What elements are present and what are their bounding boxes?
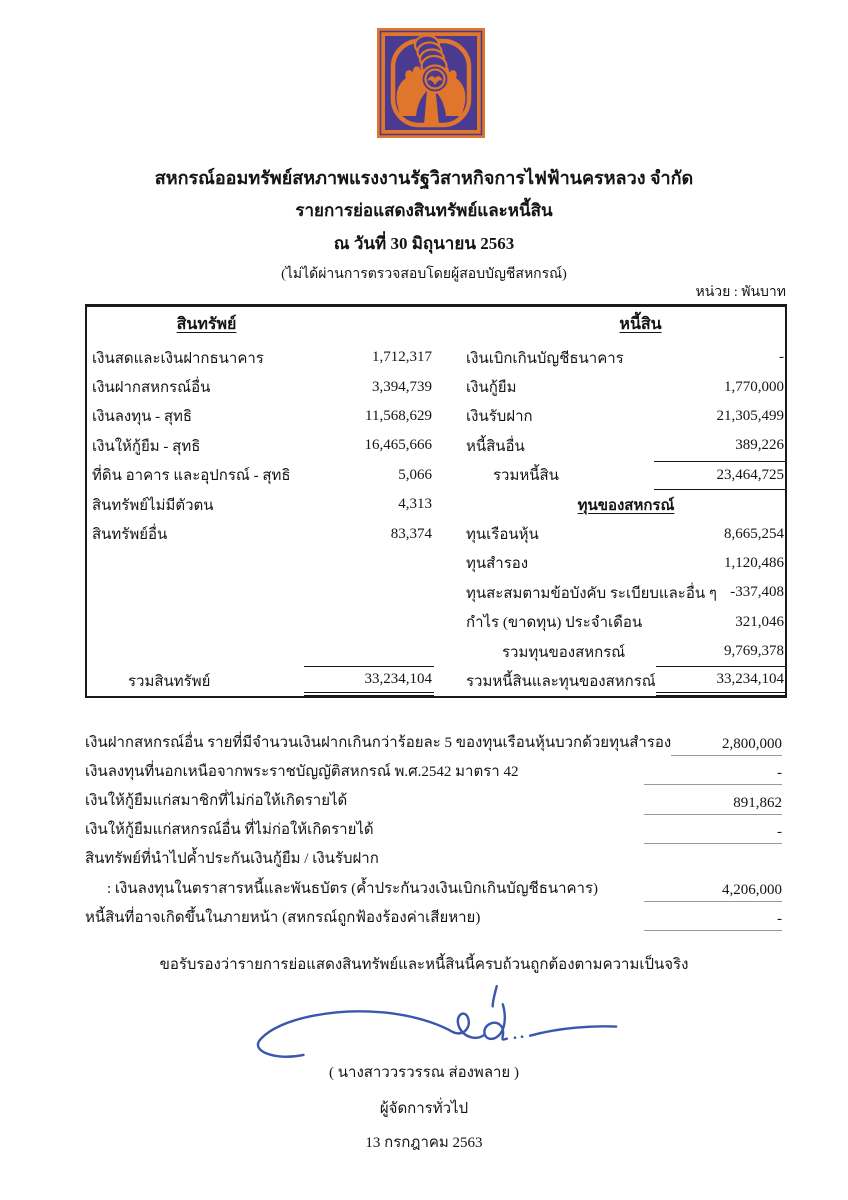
equity-total-row bbox=[466, 637, 786, 666]
table-header-row bbox=[87, 311, 785, 341]
report-date: ณ วันที่ 30 มิถุนายน 2563 bbox=[333, 234, 515, 253]
note-row bbox=[85, 756, 782, 785]
handwritten-signature-icon bbox=[238, 976, 628, 1062]
asset-row bbox=[92, 372, 434, 401]
signature bbox=[238, 976, 628, 1062]
equity-header-label: ทุนของสหกรณ์ bbox=[577, 497, 675, 514]
asset-row bbox=[92, 402, 434, 431]
liabilities-total-row bbox=[466, 461, 786, 490]
assets-total-value: 33,234,104 bbox=[304, 666, 434, 695]
asset-label: เงินให้กู้ยืม - สุทธิ bbox=[92, 438, 201, 455]
asset-label: เงินสดและเงินฝากธนาคาร bbox=[92, 350, 264, 367]
coop-logo bbox=[377, 28, 485, 138]
asset-value: 3,394,739 bbox=[372, 378, 432, 395]
liability-label: เงินกู้ยืม bbox=[466, 380, 517, 397]
liability-value: 389,226 bbox=[735, 437, 784, 454]
assets-column bbox=[92, 343, 434, 696]
equity-value: 321,046 bbox=[735, 613, 784, 630]
note-row bbox=[85, 873, 782, 902]
equity-value: 8,665,254 bbox=[724, 525, 784, 542]
equity-value: -337,408 bbox=[730, 584, 784, 601]
note-label: หนี้สินที่อาจเกิดขึ้นในภายหน้า (สหกรณ์ถูกฟ้องร้องค่าเสียหาย) bbox=[85, 909, 481, 926]
note-row bbox=[85, 727, 782, 756]
equity-row bbox=[466, 608, 786, 637]
liabilities-equity-total-label: รวมหนี้สินและทุนของสหกรณ์ bbox=[466, 673, 656, 690]
certification-statement: ขอรับรองว่ารายการย่อแสดงสินทรัพย์และหนี้สินนี้ครบถ้วนถูกต้องตามความเป็นจริง bbox=[159, 957, 689, 973]
equity-label: ทุนเรือนหุ้น bbox=[466, 527, 539, 544]
liability-value: 21,305,499 bbox=[716, 407, 784, 424]
equity-row bbox=[466, 578, 786, 607]
org-name: สหกรณ์ออมทรัพย์สหภาพแรงงานรัฐวิสาหกิจการไฟฟ้านครหลวง จำกัด bbox=[154, 168, 694, 188]
note-value: - bbox=[644, 756, 782, 785]
note-row bbox=[85, 902, 782, 931]
liabilities-header: หนี้สิน bbox=[619, 316, 662, 333]
assets-spacer bbox=[92, 549, 434, 667]
signed-date: 13 กรกฎาคม 2563 bbox=[365, 1135, 483, 1151]
supplementary-notes bbox=[85, 727, 782, 931]
equity-total-label: รวมทุนของสหกรณ์ bbox=[502, 644, 626, 661]
hands-holding-coins-icon bbox=[377, 28, 485, 138]
note-value bbox=[644, 844, 782, 873]
liability-row bbox=[466, 343, 786, 372]
equity-row bbox=[466, 549, 786, 578]
liability-row bbox=[466, 431, 786, 460]
liabilities-column bbox=[466, 343, 786, 696]
liabilities-equity-total-row bbox=[466, 666, 786, 695]
asset-label: สินทรัพย์ไม่มีตัวตน bbox=[92, 497, 214, 514]
note-value: 891,862 bbox=[644, 785, 782, 814]
note-label: เงินให้กู้ยืมแก่สมาชิกที่ไม่ก่อให้เกิดรายได้ bbox=[85, 792, 348, 809]
asset-value: 5,066 bbox=[398, 466, 432, 483]
equity-label: กำไร (ขาดทุน) ประจำเดือน bbox=[466, 615, 643, 632]
equity-row bbox=[466, 519, 786, 548]
assets-header: สินทรัพย์ bbox=[176, 316, 237, 333]
note-label: สินทรัพย์ที่นำไปค้ำประกันเงินกู้ยืม / เงินรับฝาก bbox=[85, 851, 379, 868]
liabilities-total-label: รวมหนี้สิน bbox=[493, 468, 559, 485]
note-label: เงินลงทุนที่นอกเหนือจากพระราชบัญญัติสหกรณ์ พ.ศ.2542 มาตรา 42 bbox=[85, 763, 519, 780]
unit-label: หน่วย : พันบาท bbox=[695, 285, 786, 300]
note-value: - bbox=[644, 902, 782, 931]
note-label: : เงินลงทุนในตราสารหนี้และพันธบัตร (ค้ำประกันวงเงินเบิกเกินบัญชีธนาคาร) bbox=[107, 880, 599, 897]
asset-label: เงินฝากสหกรณ์อื่น bbox=[92, 380, 211, 397]
equity-value: 1,120,486 bbox=[724, 554, 784, 571]
equity-label: ทุนสำรอง bbox=[466, 556, 529, 573]
liability-label: เงินเบิกเกินบัญชีธนาคาร bbox=[466, 350, 624, 367]
liability-row bbox=[466, 372, 786, 401]
liability-value: 1,770,000 bbox=[724, 378, 784, 395]
note-value: 4,206,000 bbox=[644, 873, 782, 902]
asset-value: 1,712,317 bbox=[372, 349, 432, 366]
asset-value: 16,465,666 bbox=[364, 437, 432, 454]
liability-row bbox=[466, 402, 786, 431]
signer-name: ( นางสาววรวรรณ ส่องพลาย ) bbox=[329, 1065, 519, 1081]
assets-total-label: รวมสินทรัพย์ bbox=[128, 674, 211, 691]
note-label: เงินให้กู้ยืมแก่สหกรณ์อื่น ที่ไม่ก่อให้เกิดรายได้ bbox=[85, 822, 374, 839]
asset-label: ที่ดิน อาคาร และอุปกรณ์ - สุทธิ bbox=[92, 468, 291, 485]
note-row bbox=[85, 785, 782, 814]
equity-section-header bbox=[466, 490, 786, 519]
asset-row bbox=[92, 519, 434, 548]
signer-title: ผู้จัดการทั่วไป bbox=[379, 1101, 469, 1117]
liabilities-equity-total-value: 33,234,104 bbox=[656, 666, 786, 695]
liability-value: - bbox=[779, 349, 784, 366]
asset-row bbox=[92, 490, 434, 519]
asset-label: เงินลงทุน - สุทธิ bbox=[92, 409, 193, 426]
equity-label: ทุนสะสมตามข้อบังคับ ระเบียบและอื่น ๆ bbox=[466, 585, 717, 602]
note-row bbox=[85, 844, 782, 873]
asset-label: สินทรัพย์อื่น bbox=[92, 527, 168, 544]
note-value: - bbox=[644, 815, 782, 844]
audit-note: (ไม่ได้ผ่านการตรวจสอบโดยผู้สอบบัญชีสหกรณ์) bbox=[281, 267, 567, 282]
asset-value: 4,313 bbox=[398, 496, 432, 513]
asset-value: 11,568,629 bbox=[365, 407, 432, 424]
liability-label: หนี้สินอื่น bbox=[466, 438, 525, 455]
note-row bbox=[85, 815, 782, 844]
report-title: รายการย่อแสดงสินทรัพย์และหนี้สิน bbox=[295, 201, 553, 220]
asset-row bbox=[92, 461, 434, 490]
assets-total-row bbox=[92, 666, 434, 695]
liabilities-total-value: 23,464,725 bbox=[654, 461, 786, 490]
asset-row bbox=[92, 343, 434, 372]
liability-label: เงินรับฝาก bbox=[466, 409, 533, 426]
note-value: 2,800,000 bbox=[671, 727, 782, 756]
asset-row bbox=[92, 431, 434, 460]
balance-sheet-table bbox=[85, 304, 787, 698]
equity-total-value: 9,769,378 bbox=[724, 643, 784, 660]
asset-value: 83,374 bbox=[390, 525, 432, 542]
note-label: เงินฝากสหกรณ์อื่น รายที่มีจำนวนเงินฝากเกินกว่าร้อยละ 5 ของทุนเรือนหุ้นบวกด้วยทุนสำรอง bbox=[85, 734, 672, 751]
